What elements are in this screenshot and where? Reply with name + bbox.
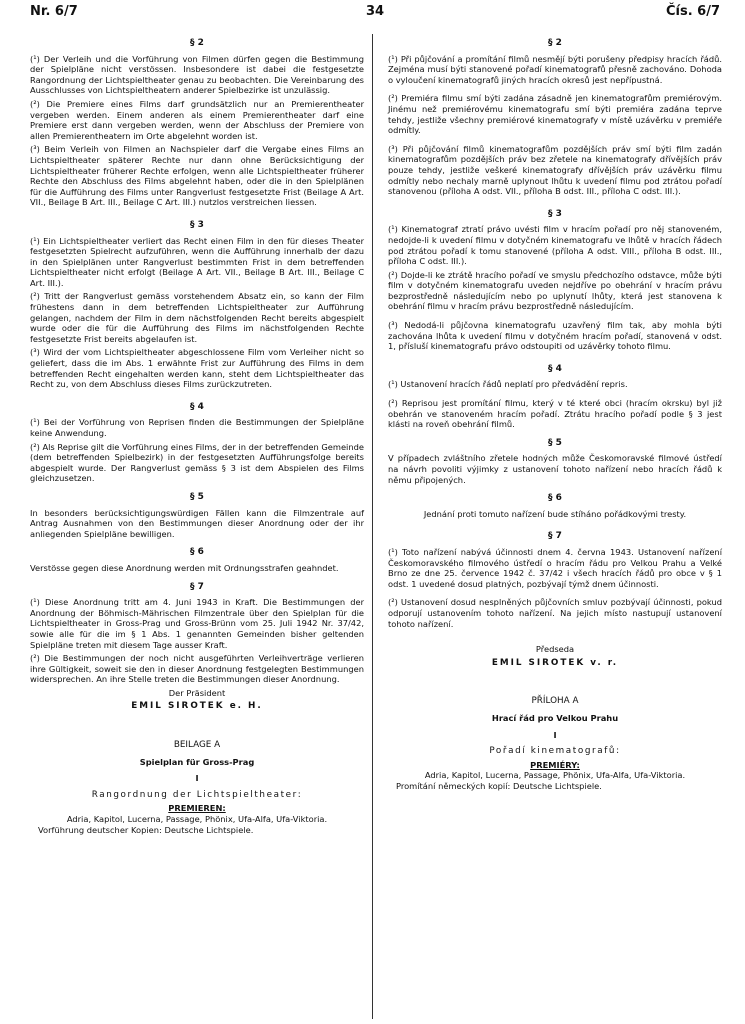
german-column [30, 38, 364, 835]
signature-name: EMIL SIROTEK v. r. [491, 657, 619, 668]
section-heading: § 7 [548, 531, 562, 542]
section-heading: § 2 [548, 38, 562, 48]
paragraph: V případech zvláštního zřetele hodných může Českomoravské filmové ústředí na návrh povoliti výjimky z ustanovení tohoto nařízení nebo hracích řádů k němu připojených. [388, 453, 722, 485]
section-heading: § 6 [190, 547, 204, 558]
paragraph: (¹) Při půjčování a promítání filmů nesmějí býti porušeny předpisy hracích řádů. Zejména musí býti stanovené pořadí kinematografů přesně zachováno. Dohoda o vyloučení kinematografů jiných hracích okresů jest nepřípustná. [388, 53, 722, 85]
paragraph: (²) Als Reprise gilt die Vorführung eines Films, der in der betreffenden Gemeinde (dem betreffenden Spielbezirk) in der festgesetzten Aufführungsfolge bereits abgespielt wurde. Der Rangverlust gemäss § 3 ist dem Abspielen des Films gleichzusetzen. [30, 441, 364, 484]
paragraph: (¹) Ein Lichtspieltheater verliert das Recht einen Film in den für dieses Theater festgesetzten Spielrecht aufzuführen, wenn die Aufführung innerhalb der dazu in den Spielplänen unter Rangverlust bestimmten Frist in dem betreffenden Lichtspieltheater nicht erfolgt (Beilage A Art. VII., Beilage B Art. III., Beilage C Art. III.). [30, 235, 364, 288]
section-heading: § 6 [548, 493, 562, 504]
paragraph: (³) Beim Verleih von Filmen an Nachspieler darf die Vergabe eines Films an Lichtspieltheater späterer Rechte nur dann ohne Berücksichtigung der Lichtspieltheater früherer Rechte erfolgen, wenn alle Lichtspieltheater früherer Rechte den Abschluss des Films abgelehnt haben, oder die in den Spielplänen für die Aufführung des Films unter Rangverlust festgesetzte Frist (Beilage A Art. VII., Beilage B Art. III., Beilage C Art. III.) nutzlos verstreichen liessen. [30, 144, 364, 208]
section-heading: § 3 [190, 219, 204, 230]
section-heading: § 5 [548, 437, 562, 448]
attachment-premieres-heading: PREMIEREN: [168, 803, 226, 814]
attachment-subtitle: Hrací řád pro Velkou Prahu [491, 712, 619, 723]
attachment-cinema-list: Adria, Kapitol, Lucerna, Passage, Phönix, Ufa-Alfa, Ufa-Viktoria. [424, 770, 686, 781]
czech-column [388, 38, 722, 791]
attachment-order-heading: Rangordnung der Lichtspieltheater: [91, 789, 303, 800]
paragraph: (²) Premiéra filmu smí býti zadána zásadně jen kinematografům premiérovým. Jinému než premiérovému kinematografu smí býti premiéra zadána teprve tehdy, jestliže všechny premiérové kinematografy v místě uzávěrku v premiéře odmítly. [388, 93, 722, 136]
paragraph: (¹) Ustanovení hracích řádů neplatí pro předvádění repris. [388, 379, 628, 390]
paragraph: (¹) Kinematograf ztratí právo uvésti film v hracím pořadí pro něj stanoveném, nedojde-li k uvedení filmu v dotyčném kinematografu ve lhůtě v hracích řádech pod ztrátou pořadí k tomu stanovené (příloha A odst. VIII., příloha B odst. III., příloha C odst. III.). [388, 224, 722, 267]
paragraph: In besonders berücksichtigungswürdigen Fällen kann die Filmzentrale auf Antrag Ausnahmen von den Bestimmungen dieser Anordnung oder der ihr anliegenden Spielpläne bewilligen. [30, 507, 364, 539]
section-heading: § 2 [190, 38, 204, 48]
paragraph: (³) Při půjčování filmů kinematografům pozdějších práv smí býti film zadán kinematografům pozdějších práv bez zřetele na kinematografy dřívějších práv pouze tehdy, jestliže veškeré kinematografy dřívějších práv uzávěrku filmu odmítly nebo nechaly marně uplynout lhůtu k uvedení filmu pod ztrátou pořadí stanovenou (příloha A odst. VII., příloha B odst. III., příloha C odst. III.). [388, 143, 722, 197]
column-divider [372, 34, 373, 1019]
paragraph: Verstösse gegen diese Anordnung werden mit Ordnungsstrafen geahndet. [30, 562, 339, 573]
section-heading: § 5 [190, 491, 204, 502]
section-heading: § 4 [190, 401, 204, 412]
signature-role: Der Präsident [168, 687, 226, 698]
paragraph: Jednání proti tomuto nařízení bude stíháno pořádkovými tresty. [423, 508, 687, 519]
attachment-roman-numeral: I [553, 729, 557, 740]
paragraph: (²) Tritt der Rangverlust gemäss vorstehendem Absatz ein, so kann der Film frühestens dann in dem betreffenden Lichtspieltheater zur Aufführung gelangen, nachdem der Film in dem nächstfolgenden Recht bereits abgespielt wurde oder die für die Aufführung des Films im nächstfolgenden Rechte festgesetzte Frist bereits abgelaufen ist. [30, 291, 364, 344]
issue-number-de: Nr. 6/7 [30, 4, 78, 19]
page-header [30, 4, 720, 22]
attachment-premieres-heading: PREMIÉRY: [530, 759, 580, 770]
section-heading: § 3 [548, 208, 562, 219]
attachment-german-copies: Vorführung deutscher Kopien: Deutsche Lichtspiele. [38, 824, 254, 835]
attachment-roman-numeral: I [195, 773, 199, 784]
page-number: 34 [365, 4, 385, 19]
paragraph: (²) Dojde-li ke ztrátě hracího pořadí ve smyslu předchozího odstavce, může býti film v dotyčném kinematografu uveden nejdříve po obehrání v hracím právu bezprostředně následujícím nebo po uplynutí lhůty, která jest stanovena k obehrání filmu v hracím právu bezprostředně následujícím. [388, 269, 722, 312]
paragraph: (¹) Diese Anordnung tritt am 4. Juni 1943 in Kraft. Die Bestimmungen der Anordnung der Böhmisch-Mährischen Filmzentrale über den Spielplan für die Lichtspieltheater in Gross-Prag und Gross-Brünn vom 25. Juli 1942 Nr. 37/42, sowie alle für die im § 1 Abs. 1 genannten Gemeinden bisher geltenden Spielpläne treten mit diesem Tage ausser Kraft. [30, 597, 364, 650]
attachment-title: BEILAGE A [173, 740, 221, 751]
paragraph: (¹) Der Verleih und die Vorführung von Filmen dürfen gegen die Bestimmung der Spielpläne nicht verstössen. Insbesondere ist dabei die festgesetzte Rangordnung der Lichtspieltheater genau zu beobachten. Die Vereinbarung des Ausschlusses von Lichtspieltheatern anderer Spielbezirke ist unzulässig. [30, 53, 364, 96]
paragraph: (²) Reprisou jest promítání filmu, který v té které obci (hracím okrsku) byl již obehrán ve stanoveném hracím pořadí. Ztrátu hracího pořadí podle § 3 jest klásti na roveň obehrání filmů. [388, 398, 722, 430]
paragraph: (¹) Toto nařízení nabývá účinnosti dnem 4. června 1943. Ustanovení nařízení Českomoravského filmového ústředí o hracím řádu pro Velkou Prahu a Velké Brno ze dne 25. července 1942 č. 37/42 i všech hracích řádů pro obce v § 1 odst. 1 uvedené dosud platných, pozbývají týmž dnem účinnosti. [388, 546, 722, 589]
paragraph: (²) Die Bestimmungen der noch nicht ausgeführten Verleihverträge verlieren ihre Gültigkeit, soweit sie den in dieser Anordnung festgelegten Bestimmungen widersprechen. An ihre Stelle treten die Bestimmungen dieser Anordnung. [30, 653, 364, 685]
section-heading: § 4 [548, 363, 562, 374]
paragraph: (¹) Bei der Vorführung von Reprisen finden die Bestimmungen der Spielpläne keine Anwendung. [30, 417, 364, 438]
signature-role: Předseda [535, 644, 575, 655]
attachment-title: PŘÍLOHA A [531, 696, 579, 707]
attachment-subtitle: Spielplan für Gross-Prag [139, 756, 255, 767]
paragraph: (³) Nedodá-li půjčovna kinematografu uzavřený film tak, aby mohla býti zachována lhůta k uvedení filmu v dotyčném hracím pořadí, stanovená v odst. 1, přísluší kinematografu právo odstoupiti od uzávěrky tohoto filmu. [388, 320, 722, 352]
attachment-order-heading: Pořadí kinematografů: [489, 746, 621, 757]
issue-number-cs: Čís. 6/7 [665, 4, 720, 19]
paragraph: (³) Wird der vom Lichtspieltheater abgeschlossene Film vom Verleiher nicht so geliefert, dass die im Abs. 1 erwähnte Frist zur Aufführung des Films in dem betreffenden Recht eingehalten werden kann, steht dem Lichtspieltheater das Recht zu, von dem Abschluss dieses Films zurückzutreten. [30, 347, 364, 390]
paragraph: (²) Ustanovení dosud nesplněných půjčovních smluv pozbývají účinnosti, pokud odporují ustanovením tohoto nařízení. Na jejich místo nastupují ustanovení tohoto nařízení. [388, 597, 722, 629]
paragraph: (²) Die Premiere eines Films darf grundsätzlich nur an Premierentheater vergeben werden. Einem anderen als einem Premierentheater darf eine Premiere erst dann vergeben werden, wenn der Abschluss der Premiere von allen Premierentheatern im Orte abgelehnt worden ist. [30, 98, 364, 141]
signature-name: EMIL SIROTEK e. H. [131, 701, 263, 712]
attachment-german-copies: Promítání německých kopií: Deutsche Lichtspiele. [396, 780, 602, 791]
attachment-cinema-list: Adria, Kapitol, Lucerna, Passage, Phönix, Ufa-Alfa, Ufa-Viktoria. [66, 814, 328, 825]
section-heading: § 7 [190, 581, 204, 592]
